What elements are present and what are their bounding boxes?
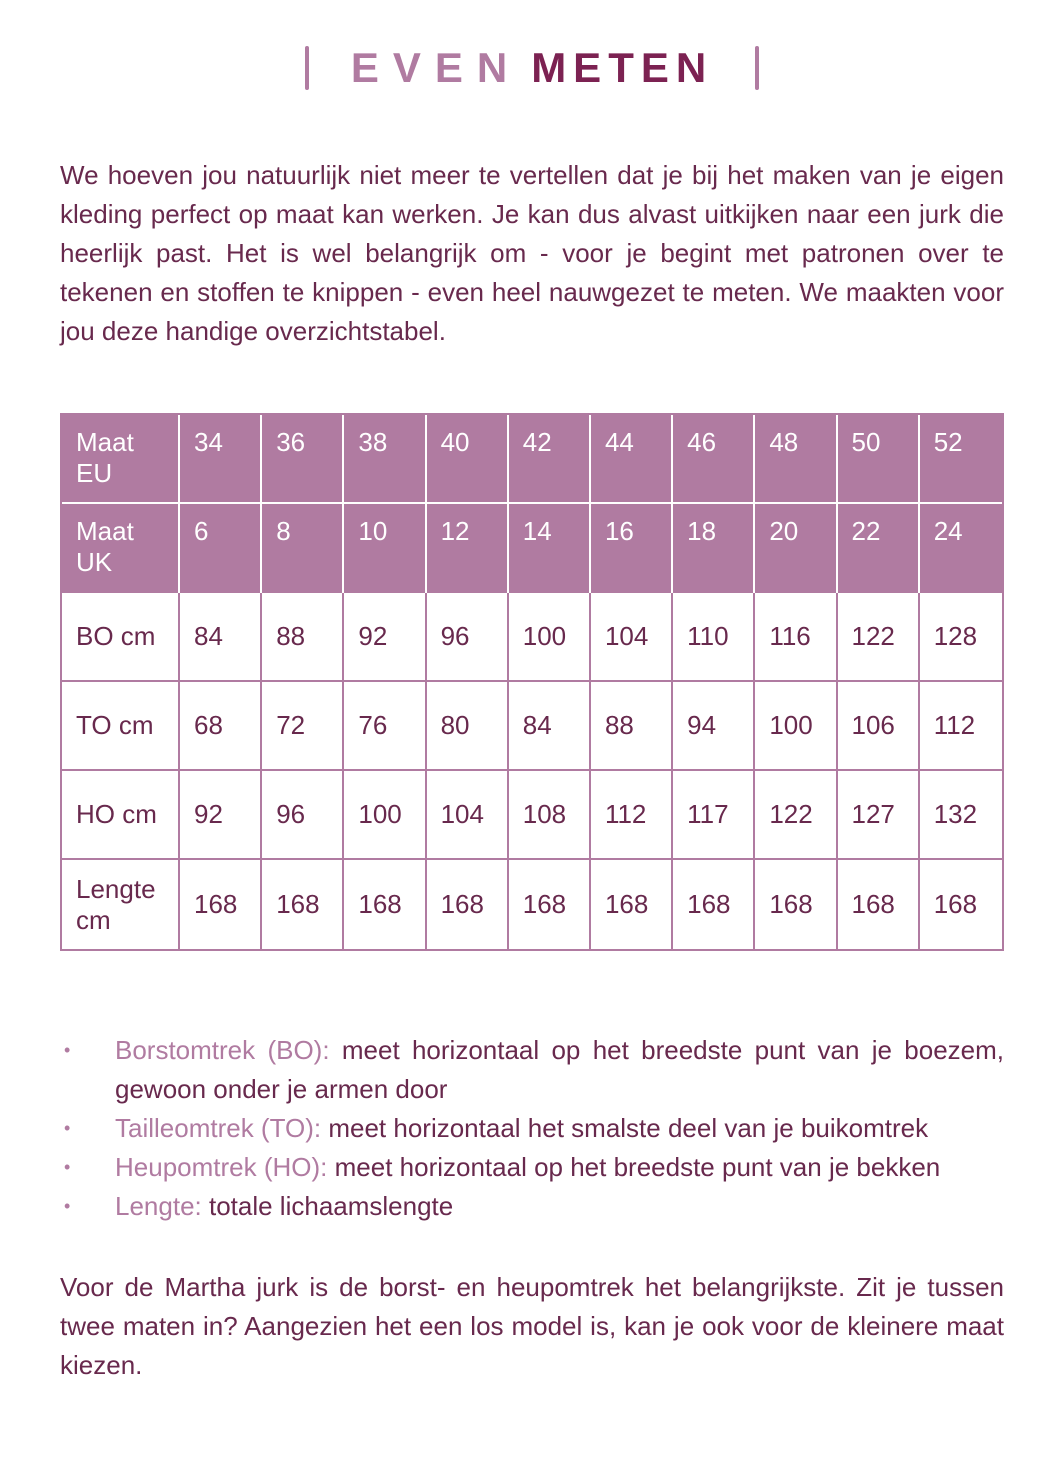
row-label-cell: BO cm <box>62 593 180 682</box>
value-cell: 68 <box>180 682 262 771</box>
value-cell: 88 <box>262 593 344 682</box>
term-description: meet horizontaal het smalste deel van je buikomtrek <box>328 1113 929 1143</box>
term-description: meet horizontaal op het breedste punt van je bekken <box>334 1152 941 1182</box>
value-cell: 36 <box>262 415 344 504</box>
term-description: totale lichaamslengte <box>208 1191 454 1221</box>
size-table-row <box>62 771 1002 860</box>
value-cell: 112 <box>591 771 673 860</box>
size-table-row <box>62 593 1002 682</box>
value-cell: 48 <box>755 415 837 504</box>
value-cell: 76 <box>344 682 426 771</box>
value-cell: 116 <box>755 593 837 682</box>
title-word-meten: METEN <box>531 44 714 91</box>
term-label: Tailleomtrek (TO): <box>115 1113 322 1143</box>
value-cell: 168 <box>673 860 755 949</box>
value-cell: 22 <box>838 504 920 593</box>
value-cell: 104 <box>591 593 673 682</box>
value-cell: 104 <box>427 771 509 860</box>
size-table-header-row <box>62 415 1002 504</box>
value-cell: 132 <box>920 771 1002 860</box>
list-item-borstomtrek <box>60 1031 1004 1109</box>
value-cell: 24 <box>920 504 1002 593</box>
value-cell: 92 <box>180 771 262 860</box>
value-cell: 100 <box>755 682 837 771</box>
value-cell: 110 <box>673 593 755 682</box>
value-cell: 34 <box>180 415 262 504</box>
value-cell: 72 <box>262 682 344 771</box>
value-cell: 106 <box>838 682 920 771</box>
value-cell: 50 <box>838 415 920 504</box>
value-cell: 168 <box>509 860 591 949</box>
value-cell: 14 <box>509 504 591 593</box>
value-cell: 168 <box>838 860 920 949</box>
size-table-row <box>62 682 1002 771</box>
row-label-cell: TO cm <box>62 682 180 771</box>
value-cell: 12 <box>427 504 509 593</box>
value-cell: 46 <box>673 415 755 504</box>
term-label: Heupomtrek (HO): <box>115 1152 328 1182</box>
value-cell: 40 <box>427 415 509 504</box>
value-cell: 122 <box>838 593 920 682</box>
row-label-cell: Maat EU <box>62 415 180 504</box>
value-cell: 80 <box>427 682 509 771</box>
value-cell: 168 <box>180 860 262 949</box>
size-table <box>60 413 1004 951</box>
list-item-lengte <box>60 1187 1004 1226</box>
size-table-header-row <box>62 504 1002 593</box>
size-table-body <box>62 415 1002 949</box>
value-cell: 10 <box>344 504 426 593</box>
value-cell: 20 <box>755 504 837 593</box>
size-table-row <box>62 860 1002 949</box>
value-cell: 52 <box>920 415 1002 504</box>
value-cell: 96 <box>427 593 509 682</box>
value-cell: 168 <box>344 860 426 949</box>
list-item-tailleomtrek <box>60 1109 1004 1148</box>
value-cell: 128 <box>920 593 1002 682</box>
value-cell: 108 <box>509 771 591 860</box>
intro-paragraph: We hoeven jou natuurlijk niet meer te vertellen dat je bij het maken van je eigen kleding perfect op maat kan werken. Je kan dus alvast uitkijken naar een jurk die heerlijk past. Het is wel belangrijk om - voor je begint met patronen over te tekenen en stoffen te knippen - even heel nauwgezet te meten. We maakten voor jou deze handige overzichtstabel. <box>60 160 1004 346</box>
value-cell: 84 <box>180 593 262 682</box>
value-cell: 112 <box>920 682 1002 771</box>
value-cell: 117 <box>673 771 755 860</box>
list-item-heupomtrek <box>60 1148 1004 1187</box>
value-cell: 122 <box>755 771 837 860</box>
value-cell: 88 <box>591 682 673 771</box>
value-cell: 168 <box>262 860 344 949</box>
value-cell: 100 <box>509 593 591 682</box>
row-label-cell: HO cm <box>62 771 180 860</box>
value-cell: 84 <box>509 682 591 771</box>
value-cell: 44 <box>591 415 673 504</box>
closing-paragraph: Voor de Martha jurk is de borst- en heupomtrek het belangrijkste. Zit je tussen twee maten in? Aangezien het een los model is, kan je ook voor de kleinere maat kiezen. <box>60 1272 1004 1380</box>
term-label: Lengte: <box>115 1191 202 1221</box>
value-cell: 168 <box>755 860 837 949</box>
value-cell: 168 <box>591 860 673 949</box>
title-text <box>350 44 714 91</box>
page-title <box>60 46 1004 90</box>
measurement-definitions <box>60 1031 1004 1226</box>
title-word-even: EVEN <box>350 44 522 91</box>
value-cell: 38 <box>344 415 426 504</box>
value-cell: 168 <box>427 860 509 949</box>
divider-bar-right-icon <box>755 46 759 90</box>
term-label: Borstomtrek (BO): <box>115 1035 330 1065</box>
value-cell: 94 <box>673 682 755 771</box>
value-cell: 16 <box>591 504 673 593</box>
term-description: meet horizontaal op het breedste punt van je boezem, gewoon onder je armen door <box>115 1035 1004 1104</box>
value-cell: 6 <box>180 504 262 593</box>
value-cell: 168 <box>920 860 1002 949</box>
row-label-cell: Lengte cm <box>62 860 180 949</box>
divider-bar-left-icon <box>305 46 309 90</box>
value-cell: 42 <box>509 415 591 504</box>
value-cell: 100 <box>344 771 426 860</box>
value-cell: 96 <box>262 771 344 860</box>
value-cell: 127 <box>838 771 920 860</box>
row-label-cell: Maat UK <box>62 504 180 593</box>
value-cell: 8 <box>262 504 344 593</box>
value-cell: 92 <box>344 593 426 682</box>
value-cell: 18 <box>673 504 755 593</box>
